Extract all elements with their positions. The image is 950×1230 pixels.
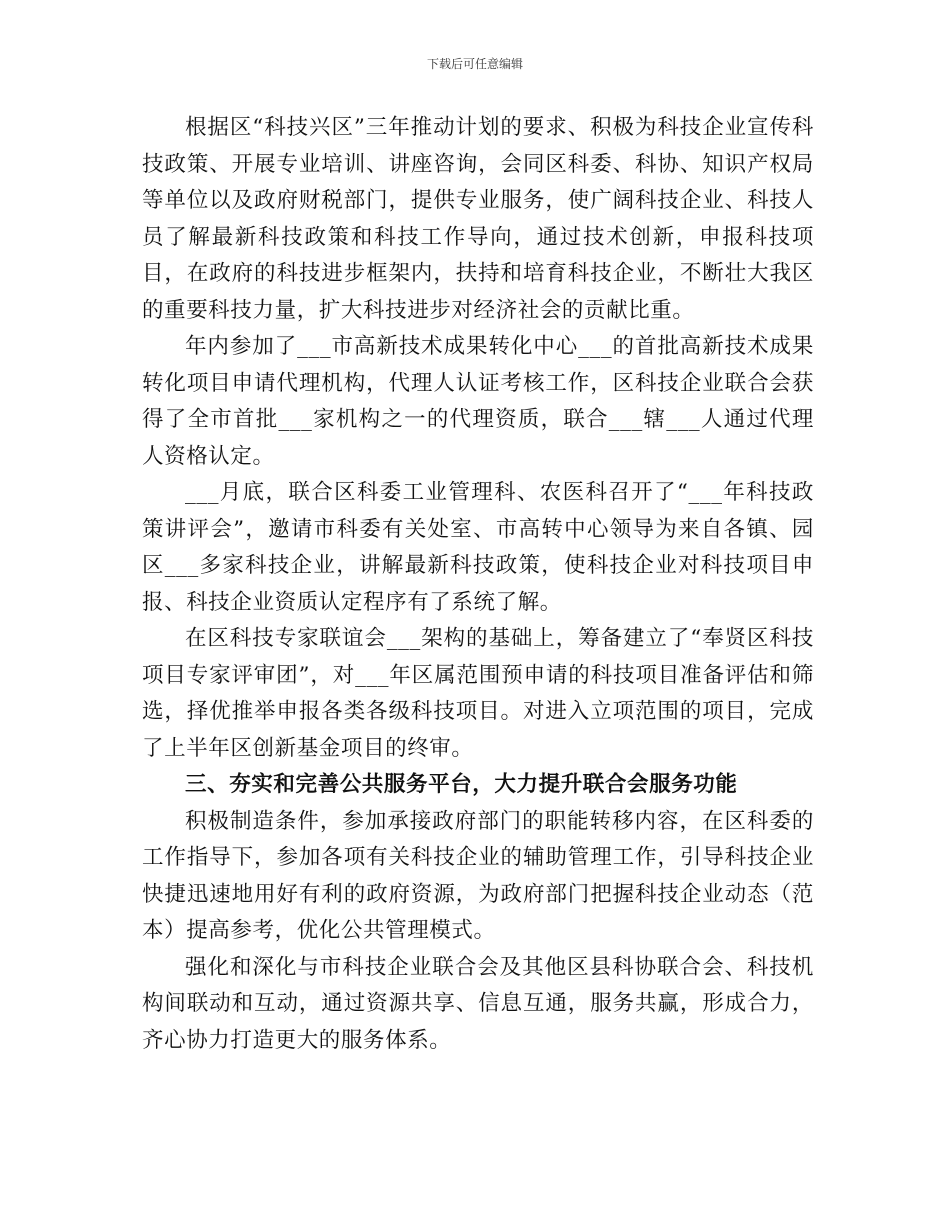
section-heading-3: 三、夯实和完善公共服务平台，大力提升联合会服务功能 bbox=[185, 772, 738, 797]
paragraph-4: 在区科技专家联谊会___架构的基础上，筹备建立了“奉贤区科技项目专家评审团”，对___年区属范围预申请的科技项目准备评估和筛选，择优推举申报各类各级科技项目。对进入立项范围的项目，完成了上半年区创新基金项目的终审。 bbox=[142, 626, 814, 761]
paragraph-6: 强化和深化与市科技企业联合会及其他区县科协联合会、科技机构间联动和互动，通过资源共享、信息互通，服务共赢，形成合力，齐心协力打造更大的服务体系。 bbox=[142, 954, 814, 1053]
paragraph-3: ___月底，联合区科委工业管理科、农医科召开了“___年科技政策讲评会”，邀请市科委有关处室、市高转中心领导为来自各镇、园区___多家科技企业，讲解最新科技政策，使科技企业对科技项目申报、科技企业资质认定程序有了系统了解。 bbox=[142, 480, 814, 615]
paragraph-2: 年内参加了___市高新技术成果转化中心___的首批高新技术成果转化项目申请代理机构，代理人认证考核工作，区科技企业联合会获得了全市首批___家机构之一的代理资质，联合___辖___人通过代理人资格认定。 bbox=[142, 334, 814, 469]
paragraph-1: 根据区“科技兴区”三年推动计划的要求、积极为科技企业宣传科技政策、开展专业培训、讲座咨询，会同区科委、科协、知识产权局等单位以及政府财税部门，提供专业服务，使广阔科技企业、科技人员了解最新科技政策和科技工作导向，通过技术创新，申报科技项目，在政府的科技进步框架内，扶持和培育科技企业，不断壮大我区的重要科技力量，扩大科技进步对经济社会的贡献比重。 bbox=[142, 115, 814, 323]
page-header-note: 下载后可任意编辑 bbox=[426, 57, 523, 71]
document-body bbox=[142, 110, 814, 1059]
paragraph-5: 积极制造条件，参加承接政府部门的职能转移内容，在区科委的工作指导下，参加各项有关科技企业的辅助管理工作，引导科技企业快捷迅速地用好有利的政府资源，为政府部门把握科技企业动态（范本）提高参考，优化公共管理模式。 bbox=[142, 808, 814, 943]
